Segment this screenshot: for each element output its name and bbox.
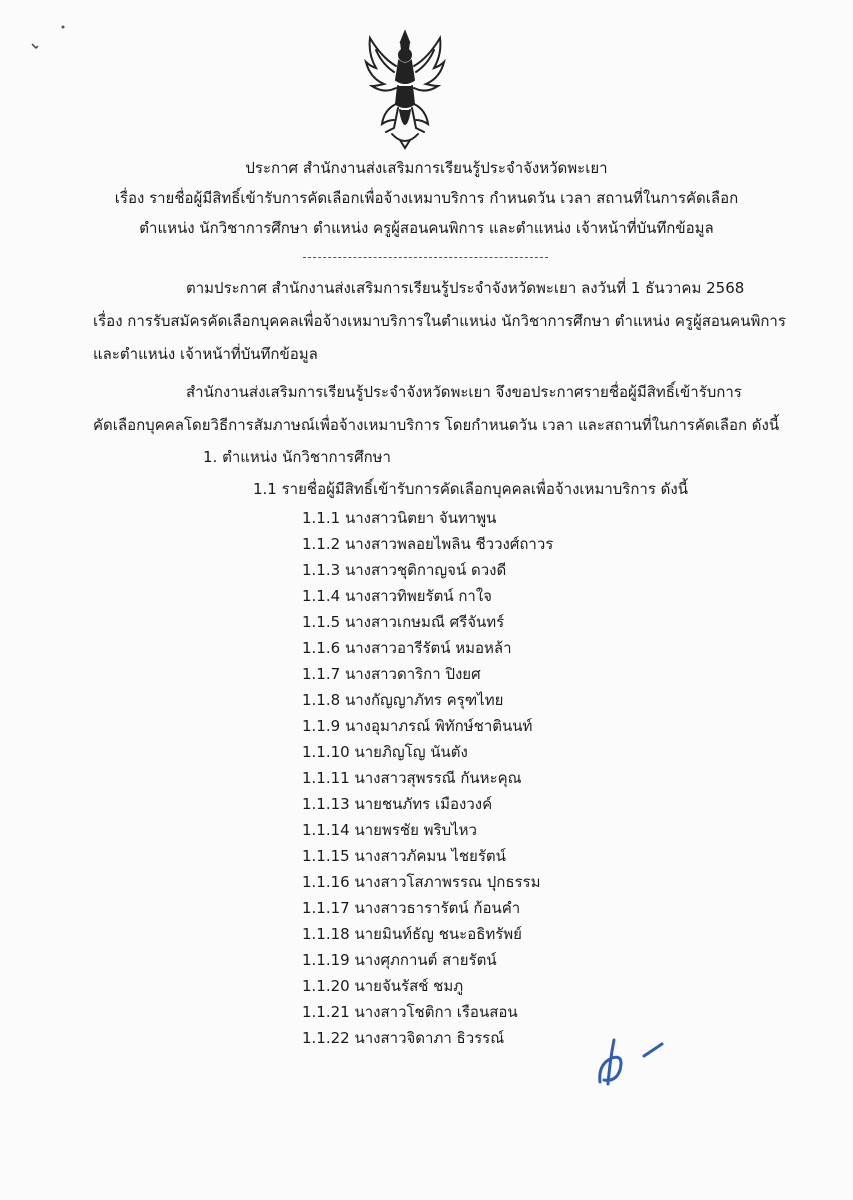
candidate-name: นางกัญญาภัทร ครุฑไทย xyxy=(344,691,504,709)
list-item xyxy=(302,663,553,689)
candidate-name: นายภิญโญ นันตัง xyxy=(354,743,468,761)
candidate-name: นางสาวโชติกา เรือนสอน xyxy=(354,1003,518,1021)
candidate-name: นายพรชัย พริบไหว xyxy=(354,821,477,839)
candidate-number: 1.1.1 xyxy=(302,509,341,527)
candidate-number: 1.1.7 xyxy=(302,665,341,683)
candidate-name: นางศุภกานต์ สายรัตน์ xyxy=(354,951,497,969)
candidate-number: 1.1.4 xyxy=(302,587,341,605)
candidate-number: 1.1.22 xyxy=(302,1029,350,1047)
list-item xyxy=(302,767,553,793)
list-item xyxy=(302,689,553,715)
candidate-number: 1.1.16 xyxy=(302,873,350,891)
candidate-number: 1.1.21 xyxy=(302,1003,350,1021)
list-item xyxy=(302,897,553,923)
candidate-number: 1.1.13 xyxy=(302,795,350,813)
candidate-number: 1.1.10 xyxy=(302,743,350,761)
candidate-number: 1.1.20 xyxy=(302,977,350,995)
list-item xyxy=(302,819,553,845)
candidate-name: นางสาวธารารัตน์ ก้อนคำ xyxy=(354,899,521,917)
scan-speck xyxy=(60,24,66,30)
candidate-name: นางสาวทิพยรัตน์ กาใจ xyxy=(344,587,492,605)
candidate-name: นางสาวเกษมณี ศรีจันทร์ xyxy=(344,613,505,631)
list-item xyxy=(302,507,553,533)
candidate-number: 1.1.9 xyxy=(302,717,341,735)
reference-paragraph-line2: เรื่อง การรับสมัครคัดเลือกบุคคลเพื่อจ้างเหมาบริการในตำแหน่ง นักวิชาการศึกษา ตำแหน่ง ครูผู้สอนคนพิการ xyxy=(93,312,786,330)
list-item xyxy=(302,845,553,871)
list-item xyxy=(302,871,553,897)
reference-paragraph-line3: และตำแหน่ง เจ้าหน้าที่บันทึกข้อมูล xyxy=(93,345,318,363)
candidate-number: 1.1.17 xyxy=(302,899,350,917)
announcement-positions: ตำแหน่ง นักวิชาการศึกษา ตำแหน่ง ครูผู้สอนคนพิการ และตำแหน่ง เจ้าหน้าที่บันทึกข้อมูล xyxy=(139,219,714,237)
candidate-number: 1.1.6 xyxy=(302,639,341,657)
scan-speck xyxy=(30,40,42,52)
candidate-number: 1.1.3 xyxy=(302,561,341,579)
announcement-paragraph-line1: สำนักงานส่งเสริมการเรียนรู้ประจำจังหวัดพะเยา จึงขอประกาศรายชื่อผู้มีสิทธิ์เข้ารับการ xyxy=(186,383,742,401)
list-item xyxy=(302,559,553,585)
subsection-heading: 1.1 รายชื่อผู้มีสิทธิ์เข้ารับการคัดเลือกบุคคลเพื่อจ้างเหมาบริการ ดังนี้ xyxy=(253,480,688,498)
candidate-number: 1.1.19 xyxy=(302,951,350,969)
garuda-emblem-icon xyxy=(362,28,448,150)
list-item xyxy=(302,975,553,1001)
list-item xyxy=(302,1027,553,1053)
candidate-number: 1.1.15 xyxy=(302,847,350,865)
list-item xyxy=(302,611,553,637)
candidate-name: นางสาวชุติกาญจน์ ดวงดี xyxy=(344,561,507,579)
candidate-name: นางสาวสุพรรณี กันหะคุณ xyxy=(354,769,522,787)
candidate-name: นางสาวนิตยา จันทาพูน xyxy=(344,509,497,527)
candidate-name: นางสาวจิดาภา ธิวรรณ์ xyxy=(354,1029,505,1047)
list-item xyxy=(302,533,553,559)
list-item xyxy=(302,949,553,975)
candidate-name: นายจันรัสช์ ชมภู xyxy=(354,977,464,995)
list-item xyxy=(302,585,553,611)
announcement-title: ประกาศ สำนักงานส่งเสริมการเรียนรู้ประจำจังหวัดพะเยา xyxy=(245,159,608,177)
candidate-number: 1.1.2 xyxy=(302,535,341,553)
list-item xyxy=(302,923,553,949)
announcement-paragraph-line2: คัดเลือกบุคคลโดยวิธีการสัมภาษณ์เพื่อจ้างเหมาบริการ โดยกำหนดวัน เวลา และสถานที่ในการคัดเลือก ดังนี้ xyxy=(93,416,780,434)
candidate-name: นางสาวโสภาพรรณ ปุกธรรม xyxy=(354,873,541,891)
list-item xyxy=(302,741,553,767)
candidate-name: นางสาวดาริกา ปิงยศ xyxy=(344,665,481,683)
candidate-name: นางสาวอารีรัตน์ หมอหล้า xyxy=(344,639,512,657)
candidate-name: นางอุมาภรณ์ พิทักษ์ชาตินนท์ xyxy=(344,717,533,735)
candidate-name: นายชนภัทร เมืองวงค์ xyxy=(354,795,493,813)
candidate-name: นางสาวพลอยไพลิน ชีววงศ์ถาวร xyxy=(344,535,554,553)
reference-paragraph-line1: ตามประกาศ สำนักงานส่งเสริมการเรียนรู้ประจำจังหวัดพะเยา ลงวันที่ 1 ธันวาคม 2568 xyxy=(186,279,745,297)
candidate-name: นางสาวภัคมน ไชยรัตน์ xyxy=(354,847,506,865)
candidate-number: 1.1.14 xyxy=(302,821,350,839)
signature-mark xyxy=(590,1030,680,1090)
candidate-number: 1.1.5 xyxy=(302,613,341,631)
candidate-number: 1.1.11 xyxy=(302,769,350,787)
candidate-number: 1.1.8 xyxy=(302,691,341,709)
announcement-subject: เรื่อง รายชื่อผู้มีสิทธิ์เข้ารับการคัดเลือกเพื่อจ้างเหมาบริการ กำหนดวัน เวลา สถานที่ในการคัดเลือก xyxy=(114,189,739,207)
list-item xyxy=(302,793,553,819)
list-item xyxy=(302,715,553,741)
candidate-list xyxy=(302,507,553,1053)
list-item xyxy=(302,637,553,663)
candidate-name: นายมินท์ธัญ ชนะอธิทรัพย์ xyxy=(354,925,522,943)
candidate-number: 1.1.18 xyxy=(302,925,350,943)
section-heading: 1. ตำแหน่ง นักวิชาการศึกษา xyxy=(203,448,391,466)
list-item xyxy=(302,1001,553,1027)
header-divider xyxy=(303,257,548,258)
